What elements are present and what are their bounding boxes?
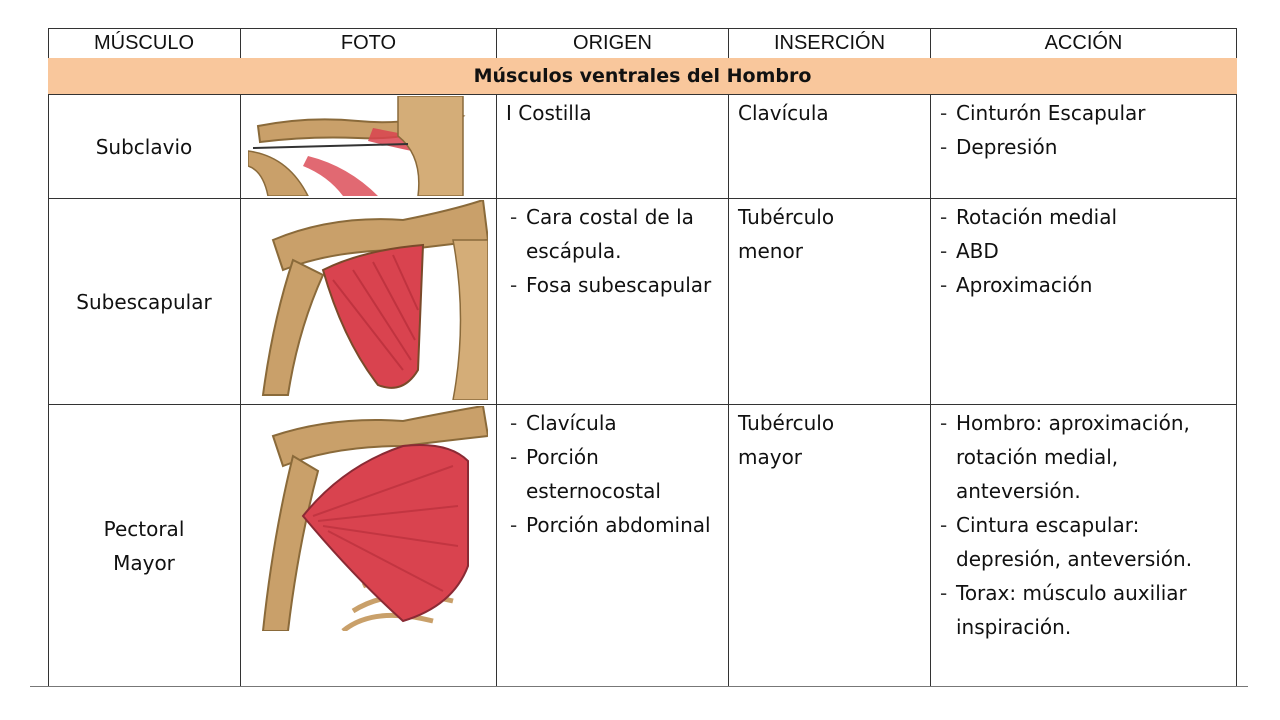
header-origin: ORIGEN <box>573 31 652 54</box>
origin-item: - Porción esternocostal <box>506 440 721 508</box>
header-photo: FOTO <box>340 31 397 54</box>
origin-subclavio <box>506 96 721 130</box>
action-item: - Aproximación <box>936 268 1232 302</box>
page-bottom-divider <box>30 686 1248 687</box>
action-subescapular <box>936 200 1232 302</box>
muscle-name-subclavio: Subclavio <box>95 134 193 159</box>
action-pectoral-mayor <box>936 406 1232 644</box>
action-item: - Rotación medial <box>936 200 1232 234</box>
origin-item: I Costilla <box>506 101 592 125</box>
origin-pectoral-mayor <box>506 406 721 542</box>
action-item: - Depresión <box>936 130 1232 164</box>
header-muscle: MÚSCULO <box>93 31 194 54</box>
pectoralis-major-illustration-icon <box>253 406 488 631</box>
action-item: - Cinturón Escapular <box>936 96 1232 130</box>
subscapularis-illustration-icon <box>253 200 488 400</box>
insertion-pectoral-mayor: Tubérculo mayor <box>738 411 835 469</box>
insertion-subclavio: Clavícula <box>738 101 829 125</box>
origin-item: - Cara costal de la escápula. <box>506 200 721 268</box>
muscle-table <box>48 28 1237 686</box>
origin-subescapular <box>506 200 721 302</box>
action-item: - ABD <box>936 234 1232 268</box>
section-title: Músculos ventrales del Hombro <box>48 58 1237 94</box>
insertion-subescapular: Tubérculo menor <box>738 205 835 263</box>
action-item: - Cintura escapular: depresión, anteversión. <box>936 508 1232 576</box>
origin-item: - Clavícula <box>506 406 721 440</box>
action-subclavio <box>936 96 1232 164</box>
subclavius-illustration-icon <box>248 96 468 196</box>
header-insertion: INSERCIÓN <box>773 31 886 54</box>
muscle-name-pectoral-mayor: Pectoral Mayor <box>103 516 185 575</box>
origin-item: - Porción abdominal <box>506 508 721 542</box>
action-item: - Torax: músculo auxiliar inspiración. <box>936 576 1232 644</box>
header-action: ACCIÓN <box>1044 31 1123 54</box>
origin-item: - Fosa subescapular <box>506 268 721 302</box>
muscle-name-subescapular: Subescapular <box>76 289 212 314</box>
action-item: - Hombro: aproximación, rotación medial, anteversión. <box>936 406 1232 508</box>
